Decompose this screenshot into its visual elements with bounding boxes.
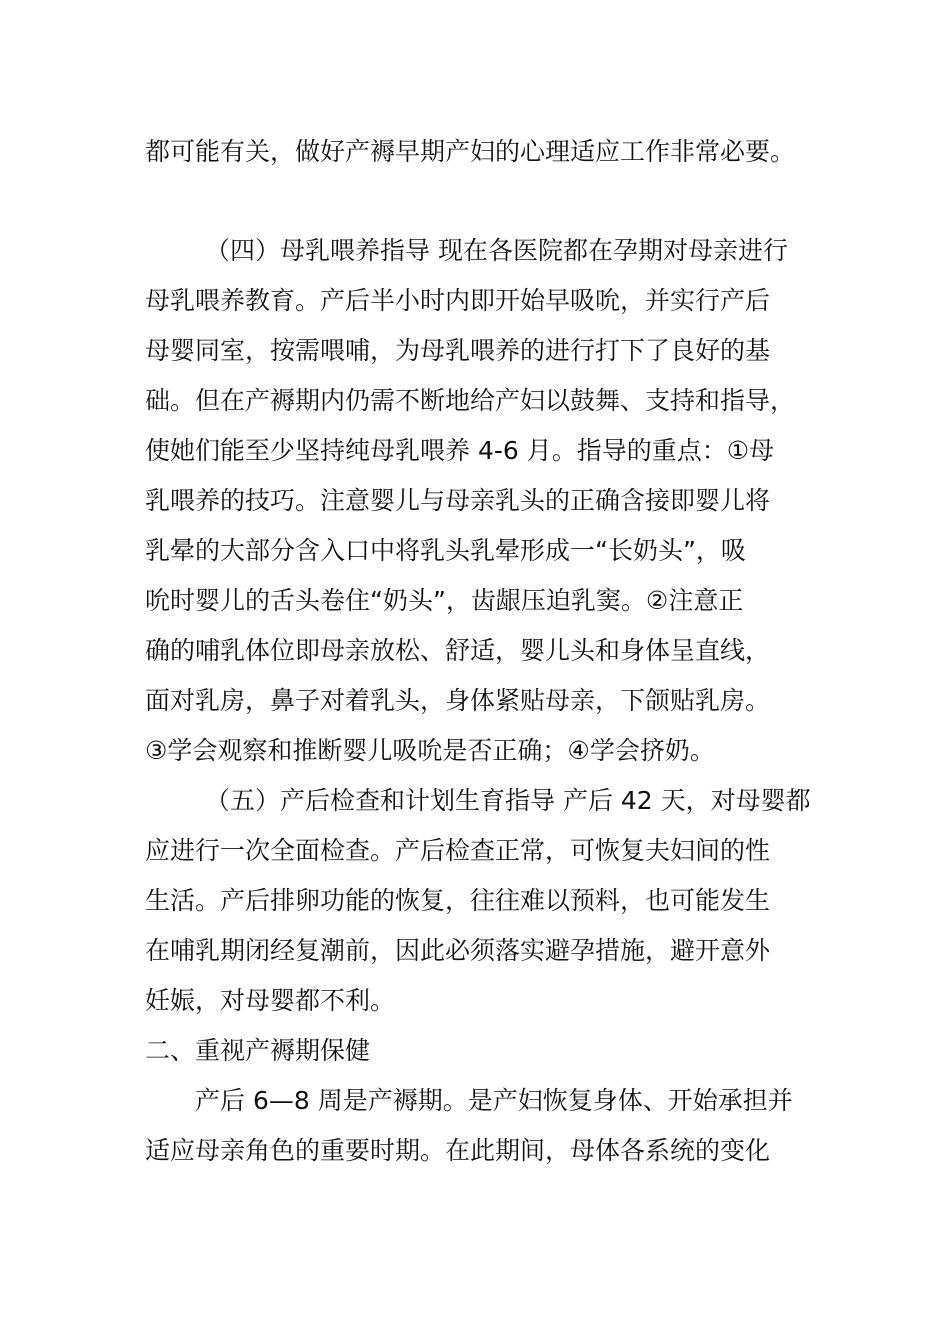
paragraph-3 (145, 776, 810, 1026)
paragraph-line: 生活。产后排卵功能的恢复，往往难以预料，也可能发生 (145, 886, 771, 915)
paragraph-line: 适应母亲角色的重要时期。在此期间，母体各系统的变化 (145, 1136, 771, 1165)
paragraph-line: 乳喂养的技巧。注意婴儿与母亲乳头的正确含接即婴儿将 (145, 486, 771, 515)
paragraph-line: 妊娠，对母婴都不利。 (145, 986, 396, 1015)
paragraph-line: 吮时婴儿的舌头卷住“奶头”，齿龈压迫乳窦。②注意正 (145, 586, 744, 615)
paragraph-line: 产后 6—8 周是产褥期。是产妇恢复身体、开始承担并 (195, 1086, 793, 1115)
paragraph-line: ③学会观察和推断婴儿吸吮是否正确；④学会挤奶。 (145, 736, 715, 765)
paragraph-line: 面对乳房，鼻子对着乳头，身体紧贴母亲，下颌贴乳房。 (145, 686, 771, 715)
paragraph-line: 母婴同室，按需喂哺，为母乳喂养的进行打下了良好的基 (145, 336, 771, 365)
paragraph-line: （五）产后检查和计划生育指导 产后 42 天，对母婴都 (205, 786, 811, 815)
paragraph-4 (145, 1076, 810, 1176)
paragraph-line: 础。但在产褥期内仍需不断地给产妇以鼓舞、支持和指导， (145, 386, 796, 415)
paragraph-line: 乳晕的大部分含入口中将乳头乳晕形成一“长奶头”，吸 (145, 536, 746, 565)
paragraph-line: 应进行一次全面检查。产后检查正常，可恢复夫妇间的性 (145, 836, 771, 865)
paragraph-line: （四）母乳喂养指导 现在各医院都在孕期对母亲进行 (205, 236, 788, 265)
section-heading-text: 二、重视产褥期保健 (145, 1036, 371, 1065)
section-heading (145, 1026, 810, 1076)
paragraph-line: 使她们能至少坚持纯母乳喂养 4-6 月。指导的重点：①母 (145, 436, 775, 465)
paragraph-line: 确的哺乳体位即母亲放松、舒适，婴儿头和身体呈直线， (145, 636, 771, 665)
paragraph-1 (145, 127, 810, 177)
paragraph-line: 都可能有关，做好产褥早期产妇的心理适应工作非常必要。 (145, 137, 796, 166)
paragraph-line: 在哺乳期闭经复潮前，因此必须落实避孕措施，避开意外 (145, 936, 771, 965)
paragraph-2 (145, 226, 810, 776)
paragraph-line: 母乳喂养教育。产后半小时内即开始早吸吮，并实行产后 (145, 286, 771, 315)
